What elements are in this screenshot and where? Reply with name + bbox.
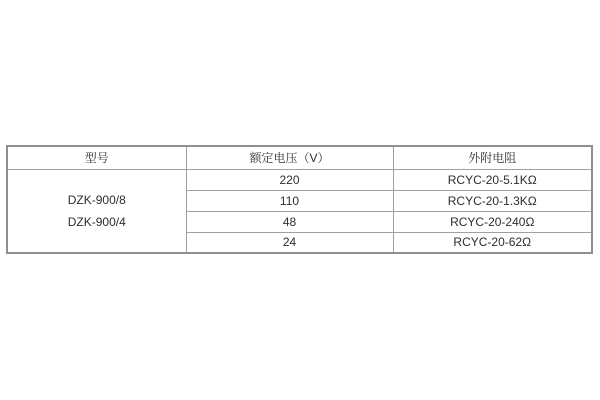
table-header-row: [7, 146, 592, 169]
resistor-cell: RCYC-20-5.1KΩ: [393, 169, 592, 190]
header-external-resistor: 外附电阻: [393, 146, 592, 169]
model-cell: [7, 169, 186, 253]
model-line-2: DZK-900/4: [67, 214, 126, 229]
spec-table: [6, 145, 593, 254]
resistor-cell: RCYC-20-1.3KΩ: [393, 190, 592, 211]
voltage-cell: 110: [186, 190, 393, 211]
model-line-1: DZK-900/8: [67, 192, 126, 207]
voltage-cell: 48: [186, 211, 393, 232]
header-model: 型号: [7, 146, 186, 169]
table-row: [7, 169, 592, 190]
voltage-cell: 220: [186, 169, 393, 190]
resistor-cell: RCYC-20-240Ω: [393, 211, 592, 232]
header-rated-voltage: 额定电压（V）: [186, 146, 393, 169]
voltage-cell: 24: [186, 232, 393, 253]
resistor-cell: RCYC-20-62Ω: [393, 232, 592, 253]
